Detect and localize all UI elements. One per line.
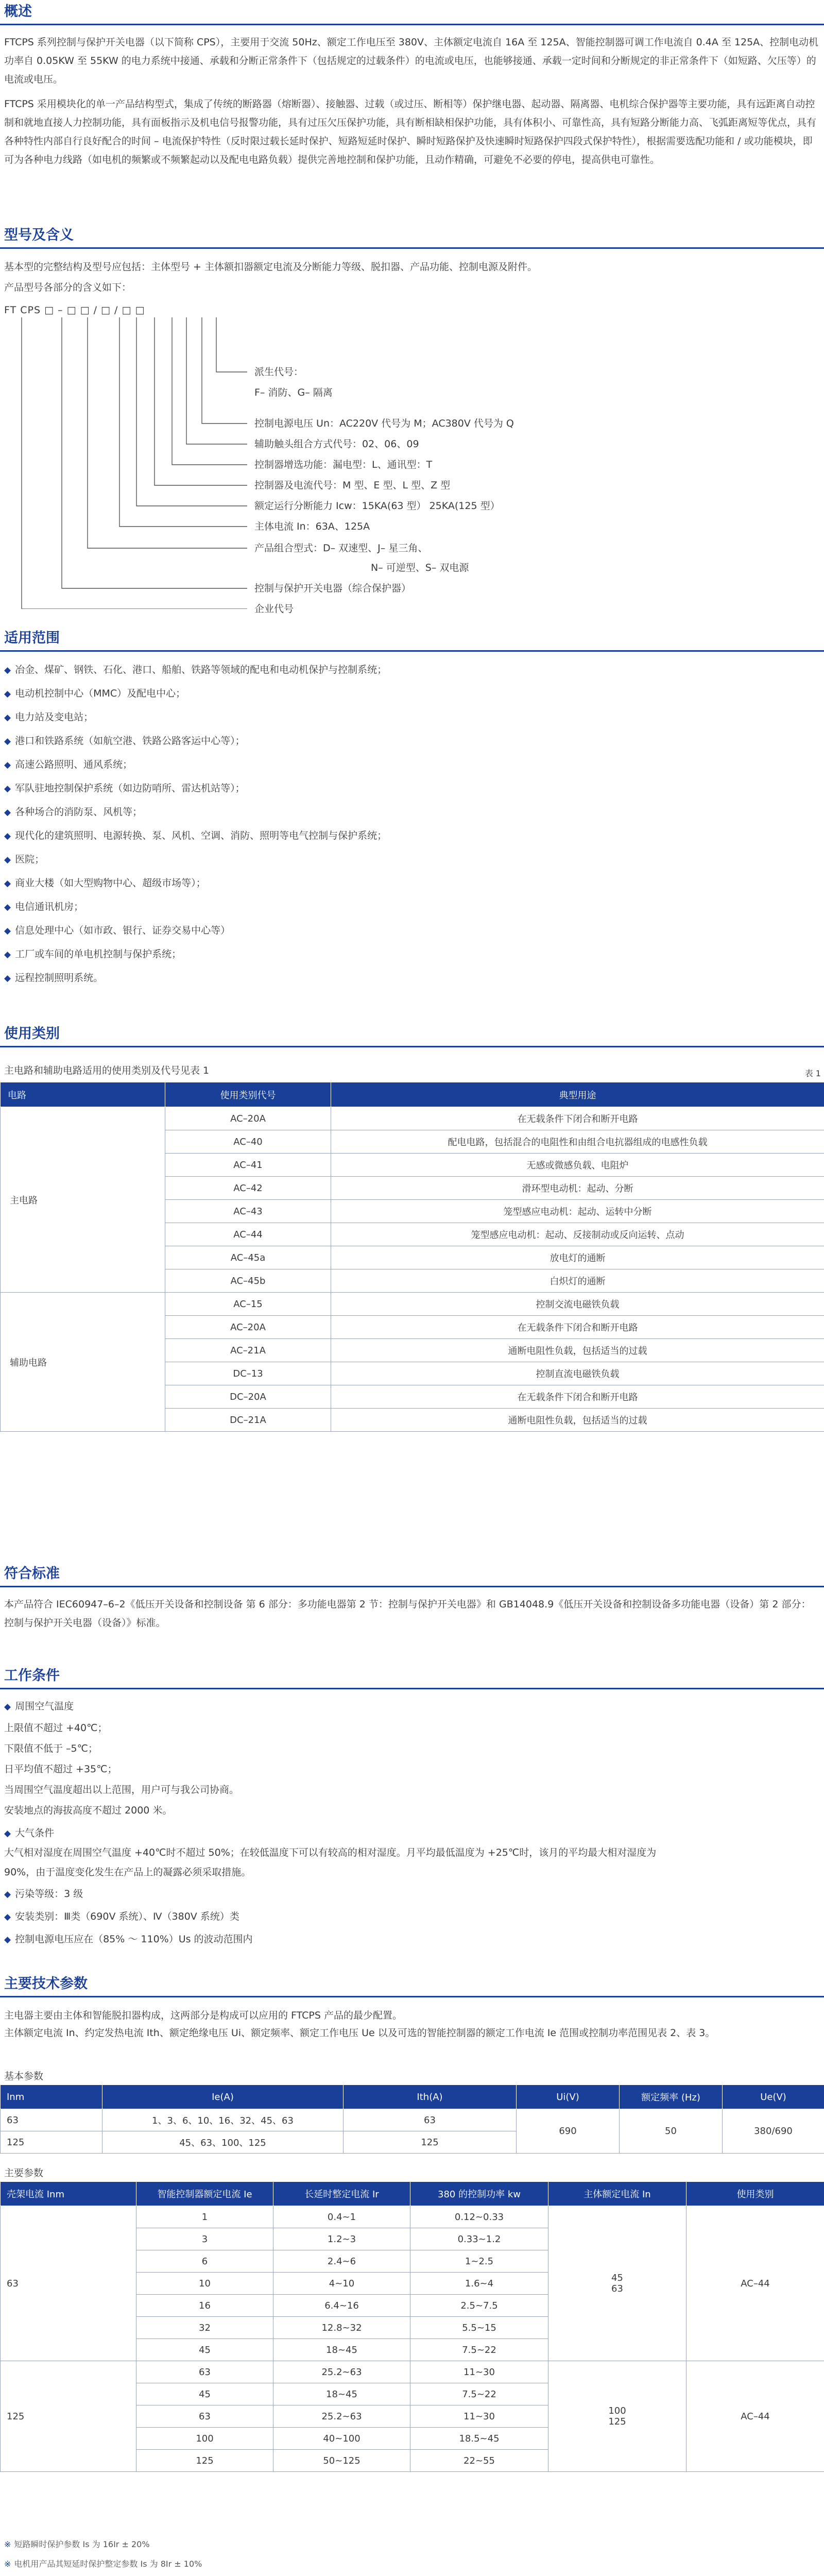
- main-in-cell: 100 125: [548, 2361, 686, 2472]
- model-code-diagram: [0, 315, 288, 609]
- usage-header-circuit: 电路: [1, 1082, 165, 1107]
- usage-code-cell: DC–13: [165, 1362, 331, 1385]
- basic-header-ue: Ue(V): [723, 2085, 824, 2109]
- standard-rule: [0, 1586, 824, 1587]
- model-title: 型号及含义: [4, 227, 74, 243]
- scope-item: ◆ 高速公路照明、通风系统；: [4, 759, 133, 770]
- model-sub: 产品型号各部分的含义如下：: [4, 282, 132, 293]
- main-kw-cell: 7.5~22: [410, 2339, 548, 2361]
- basic-inm-cell: 63: [1, 2109, 102, 2131]
- conditions-line: 日平均值不超过 +35℃；: [4, 1764, 117, 1775]
- leader-ctrl-voltage: [202, 317, 247, 423]
- scope-item: ◆ 远程控制照明系统。: [4, 972, 104, 984]
- basic-header-ui: Ui(V): [517, 2085, 620, 2109]
- usage-table: [0, 1082, 824, 1432]
- usage-code-cell: AC–20A: [165, 1107, 331, 1130]
- usage-purpose-cell: 滑环型电动机：起动、分断: [331, 1177, 824, 1200]
- main-ie-cell: 1: [136, 2206, 273, 2228]
- main-category-cell: AC–44: [686, 2361, 824, 2472]
- main-ir-cell: 0.4~1: [273, 2206, 410, 2228]
- usage-aux-circuit-label: 辅助电路: [1, 1293, 165, 1432]
- main-ie-cell: 63: [136, 2405, 273, 2428]
- usage-code-cell: AC–20A: [165, 1316, 331, 1339]
- main-ir-cell: 1.2~3: [273, 2228, 410, 2250]
- usage-code-cell: AC–15: [165, 1293, 331, 1316]
- main-ir-cell: 25.2~63: [273, 2361, 410, 2383]
- usage-code-cell: DC–20A: [165, 1385, 331, 1409]
- params-rule: [0, 1996, 824, 1997]
- main-kw-cell: 7.5~22: [410, 2383, 548, 2405]
- basic-header-inm: Inm: [1, 2085, 102, 2109]
- main-params-caption: 主要参数: [4, 2167, 44, 2179]
- usage-code-cell: AC–42: [165, 1177, 331, 1200]
- scope-item: ◆ 现代化的建筑照明、电源转换、泵、风机、空调、消防、照明等电气控制与保护系统；: [4, 830, 387, 841]
- basic-inm-cell: 125: [1, 2131, 102, 2154]
- overview-title: 概述: [4, 4, 32, 20]
- table-row: [1, 2109, 824, 2131]
- main-ir-cell: 40~100: [273, 2428, 410, 2450]
- usage-purpose-cell: 笼型感应电动机：起动、运转中分断: [331, 1200, 824, 1223]
- model-item-aux-contact: 辅助触头组合方式代号：02、06、09: [254, 438, 419, 450]
- model-item-combination: 产品组合型式：D– 双速型、J– 星三角、: [254, 543, 428, 554]
- main-ie-cell: 100: [136, 2428, 273, 2450]
- basic-ue-cell: 380/690: [723, 2109, 824, 2154]
- basic-header-freq: 额定频率 (Hz): [620, 2085, 723, 2109]
- table-row: [1, 1293, 824, 1316]
- overview-paragraph-1: FTCPS 系列控制与保护开关电器（以下简称 CPS），主要用于交流 50Hz、额定工作电压至 380V、主体额定电流自 16A 至 125A、智能控制器可调工作电流自 0.4A 至 125A、控制电动机功率自 0.05KW 至 55KW 的电力系统中接通、承载和分断正常条件下（包括规定的过载条件）的电流或电压，也能够接通、承载一定时间和分断规定的非正常条件下（如短路、欠压等）的电流或电压。: [4, 37, 819, 85]
- main-ir-cell: 18~45: [273, 2383, 410, 2405]
- scope-item: ◆ 军队驻地控制保护系统（如边防哨所、雷达机站等）；: [4, 783, 245, 794]
- conditions-air-temp: ◆ 周围空气温度: [4, 1701, 74, 1712]
- scope-item: ◆ 电信通讯机房；: [4, 901, 84, 912]
- main-inm-cell: 125: [1, 2361, 136, 2472]
- usage-main-circuit-label: 主电路: [1, 1107, 165, 1293]
- diamond-bullet-icon: ◆: [4, 807, 11, 818]
- main-ir-cell: 6.4~16: [273, 2295, 410, 2317]
- model-item-derivative: 派生代号：: [254, 366, 304, 378]
- basic-params-caption: 基本参数: [4, 2071, 44, 2082]
- main-header-kw: 380 的控制功率 kw: [410, 2182, 548, 2206]
- table-row: [1, 1107, 824, 1130]
- main-ir-cell: 50~125: [273, 2450, 410, 2472]
- overview-rule: [0, 24, 824, 25]
- conditions-ctrl-voltage: ◆ 控制电源电压应在（85% ～ 110%）Us 的波动范围内: [4, 1934, 253, 1945]
- main-ie-cell: 6: [136, 2250, 273, 2273]
- main-kw-cell: 1.6~4: [410, 2273, 548, 2295]
- diamond-bullet-icon: ◆: [4, 902, 11, 912]
- standard-title: 符合标准: [4, 1566, 60, 1582]
- main-ie-cell: 3: [136, 2228, 273, 2250]
- usage-code-cell: AC–43: [165, 1200, 331, 1223]
- leader-icw: [136, 317, 247, 506]
- scope-title: 适用范围: [4, 630, 60, 646]
- usage-code-cell: AC–21A: [165, 1339, 331, 1362]
- basic-ui-cell: 690: [517, 2109, 620, 2154]
- main-category-cell: AC–44: [686, 2206, 824, 2361]
- usage-header-code: 使用类别代号: [165, 1082, 331, 1107]
- scope-item: ◆ 商业大楼（如大型购物中心、超级市场等）；: [4, 877, 206, 889]
- model-item-ctrl-extra: 控制器增选功能：漏电型：L、通讯型：T: [254, 459, 433, 470]
- usage-purpose-cell: 控制直流电磁铁负载: [331, 1362, 824, 1385]
- diamond-bullet-icon: ◆: [4, 878, 11, 889]
- diamond-bullet-icon: ◆: [4, 950, 11, 960]
- diamond-bullet-icon: ◆: [4, 713, 11, 723]
- usage-rule: [0, 1046, 824, 1047]
- conditions-atmo-text-2: 90%，由于温度变化发生在产品上的凝露必须采取措施。: [4, 1867, 251, 1878]
- leader-current: [119, 317, 247, 527]
- diamond-bullet-icon: ◆: [4, 1912, 11, 1922]
- conditions-line: 下限值不低于 –5℃；: [4, 1743, 98, 1754]
- main-kw-cell: 11~30: [410, 2361, 548, 2383]
- leader-derivative: [216, 317, 247, 372]
- conditions-line: 安装地点的海拔高度不超过 2000 米。: [4, 1805, 173, 1816]
- basic-params-header: [1, 2085, 824, 2109]
- usage-code-cell: DC–21A: [165, 1409, 331, 1432]
- model-intro: 基本型的完整结构及型号应包括：主体型号 + 主体额扣器额定电流及分断能力等级、脱扣器、产品功能、控制电源及附件。: [4, 261, 538, 273]
- usage-header-purpose: 典型用途: [331, 1082, 824, 1107]
- scope-item: ◆ 工厂或车间的单电机控制与保护系统；: [4, 948, 182, 960]
- usage-purpose-cell: 控制交流电磁铁负载: [331, 1293, 824, 1316]
- model-item-company: 企业代号: [254, 603, 294, 615]
- model-code: FT CPS □ – □ □ / □ / □ □: [4, 304, 145, 316]
- basic-freq-cell: 50: [620, 2109, 723, 2154]
- standard-text: 本产品符合 IEC60947–6–2《低压开关设备和控制设备 第 6 部分：多功能电器第 2 节：控制与保护开关电器》和 GB14048.9《低压开关设备和控制设备多功能电器（设备）第 2 部分：控制与保护开关电器（设备）》标准。: [4, 1599, 811, 1629]
- scope-item: ◆ 各种场合的消防泵、风机等；: [4, 806, 143, 818]
- params-title: 主要技术参数: [4, 1976, 88, 1992]
- main-header-in: 主体额定电流 In: [548, 2182, 686, 2206]
- params-paragraph-1: 主电器主要由主体和智能脱扣器构成，这两部分是构成可以应用的 FTCPS 产品的最少配置。: [4, 2010, 402, 2021]
- usage-purpose-cell: 笼型感应电动机：起动、反接制动或反向运转、点动: [331, 1223, 824, 1246]
- main-ir-cell: 18~45: [273, 2339, 410, 2361]
- main-ir-cell: 2.4~6: [273, 2250, 410, 2273]
- scope-rule: [0, 650, 824, 652]
- table-row: [1, 2206, 824, 2228]
- usage-purpose-cell: 配电电路，包括混合的电阻性和由组合电抗器组成的电感性负载: [331, 1130, 824, 1154]
- main-ir-cell: 25.2~63: [273, 2405, 410, 2428]
- model-item-current: 主体电流 In：63A、125A: [254, 521, 370, 532]
- usage-code-cell: AC–41: [165, 1154, 331, 1177]
- main-ir-cell: 4~10: [273, 2273, 410, 2295]
- main-ie-cell: 10: [136, 2273, 273, 2295]
- basic-ith-cell: 125: [344, 2131, 517, 2154]
- diamond-bullet-icon: ◆: [4, 926, 11, 936]
- usage-caption: 主电路和辅助电路适用的使用类别及代号见表 1: [4, 1065, 210, 1076]
- leader-aux-contact: [186, 317, 247, 444]
- model-item-ctrl-voltage: 控制电源电压 Un：AC220V 代号为 M；AC380V 代号为 Q: [254, 418, 514, 429]
- usage-purpose-cell: 通断电阻性负载，包括适当的过载: [331, 1409, 824, 1432]
- main-params-header: [1, 2182, 824, 2206]
- diamond-bullet-icon: ◆: [4, 689, 11, 699]
- diamond-bullet-icon: ◆: [4, 1889, 11, 1900]
- leader-company: [22, 317, 247, 609]
- main-params-table: [0, 2181, 824, 2472]
- main-ir-cell: 12.8~32: [273, 2317, 410, 2339]
- usage-purpose-cell: 放电灯的通断: [331, 1246, 824, 1269]
- main-header-category: 使用类别: [686, 2182, 824, 2206]
- main-header-ie: 智能控制器额定电流 Ie: [136, 2182, 273, 2206]
- conditions-line: 当周围空气温度超出以上范围，用户可与我公司协商。: [4, 1784, 239, 1795]
- scope-item: ◆ 冶金、煤矿、钢铁、石化、港口、船舶、铁路等领域的配电和电动机保护与控制系统；: [4, 664, 387, 675]
- main-kw-cell: 0.12~0.33: [410, 2206, 548, 2228]
- conditions-rule: [0, 1688, 824, 1689]
- main-in-cell: 45 63: [548, 2206, 686, 2361]
- scope-item: ◆ 电力站及变电站；: [4, 711, 94, 723]
- diamond-bullet-icon: ◆: [4, 1702, 11, 1712]
- note-star-icon: ※: [4, 2539, 11, 2549]
- diamond-bullet-icon: ◆: [4, 855, 11, 865]
- conditions-line: 上限值不超过 +40℃；: [4, 1722, 108, 1734]
- params-note: ※ 短路瞬时保护参数 Is 为 16Ir ± 20%: [4, 2539, 150, 2549]
- conditions-install: ◆ 安装类别：Ⅲ类（690V 系统）、Ⅳ（380V 系统）类: [4, 1911, 239, 1922]
- main-ie-cell: 125: [136, 2450, 273, 2472]
- main-kw-cell: 2.5~7.5: [410, 2295, 548, 2317]
- main-kw-cell: 11~30: [410, 2405, 548, 2428]
- scope-item: ◆ 港口和铁路系统（如航空港、铁路公路客运中心等）；: [4, 735, 245, 747]
- model-item-combination-2: N– 可逆型、S– 双电源: [371, 562, 469, 573]
- main-kw-cell: 18.5~45: [410, 2428, 548, 2450]
- usage-title: 使用类别: [4, 1026, 60, 1042]
- model-item-icw: 额定运行分断能力 Icw：15KA(63 型） 25KA(125 型）: [254, 500, 500, 512]
- basic-header-ie: Ie(A): [102, 2085, 344, 2109]
- diamond-bullet-icon: ◆: [4, 1828, 11, 1839]
- usage-table-number: 表 1: [804, 1069, 821, 1078]
- model-item-cps: 控制与保护开关电器（综合保护器）: [254, 583, 411, 594]
- model-rule: [0, 247, 824, 249]
- table-row: [1, 2361, 824, 2383]
- main-kw-cell: 5.5~15: [410, 2317, 548, 2339]
- params-paragraph-2: 主体额定电流 In、约定发热电流 Ith、额定绝缘电压 Ui、额定频率、额定工作电压 Ue 以及可选的智能控制器的额定工作电流 Ie 范围或控制功率范围见表 2、表 3。: [4, 2027, 715, 2039]
- usage-purpose-cell: 无感或微感负载、电阻炉: [331, 1154, 824, 1177]
- main-kw-cell: 22~55: [410, 2450, 548, 2472]
- usage-purpose-cell: 在无载条件下闭合和断开电路: [331, 1385, 824, 1409]
- note-star-icon: ※: [4, 2559, 11, 2569]
- basic-ie-cell: 45、63、100、125: [102, 2131, 344, 2154]
- scope-item: ◆ 电动机控制中心（MMC）及配电中心；: [4, 688, 186, 699]
- diamond-bullet-icon: ◆: [4, 1935, 11, 1945]
- overview-paragraph-2: FTCPS 采用模块化的单一产品结构型式，集成了传统的断路器（熔断器）、接触器、过载（或过压、断相等）保护继电器、起动器、隔离器、电机综合保护器等主要功能，具有远距离自动控制和就地直接人力控制功能，具有面板指示及机电信号报警功能，具有过压欠压保护功能，具有断相缺相保护功能，具有体积小、可靠性高，具有短路分断能力高、飞弧距离短等优点，具有各种特性内部自行良好配合的时间 – 电流保护特性（反时限过载长延时保护、短路短延时保护、瞬时短路保护及快速瞬时短路保护四段式保护特性），根据需要选配功能和 / 或功能模块，即可为各种电力线路（如电机的频繁或不频繁起动以及配电电路负载）提供完善地控制和保护功能，且动作精确，可避免不必要的停电，提高供电可靠性。: [4, 98, 817, 165]
- diamond-bullet-icon: ◆: [4, 665, 11, 675]
- leader-ctrl-extra: [172, 317, 247, 465]
- main-ie-cell: 32: [136, 2317, 273, 2339]
- scope-item: ◆ 信息处理中心（如市政、银行、证券交易中心等）: [4, 925, 231, 936]
- diamond-bullet-icon: ◆: [4, 760, 11, 770]
- conditions-atmo: ◆ 大气条件: [4, 1827, 55, 1839]
- scope-item: ◆ 医院；: [4, 854, 45, 865]
- conditions-title: 工作条件: [4, 1668, 60, 1684]
- usage-code-cell: AC–44: [165, 1223, 331, 1246]
- basic-params-table: [0, 2084, 824, 2154]
- usage-code-cell: AC–45b: [165, 1269, 331, 1293]
- diamond-bullet-icon: ◆: [4, 831, 11, 841]
- diamond-bullet-icon: ◆: [4, 973, 11, 984]
- main-ie-cell: 16: [136, 2295, 273, 2317]
- usage-purpose-cell: 白炽灯的通断: [331, 1269, 824, 1293]
- usage-purpose-cell: 通断电阻性负载，包括适当的过载: [331, 1339, 824, 1362]
- main-header-ir: 长延时整定电流 Ir: [273, 2182, 410, 2206]
- usage-purpose-cell: 在无载条件下闭合和断开电路: [331, 1107, 824, 1130]
- leader-combination: [88, 317, 247, 548]
- diamond-bullet-icon: ◆: [4, 736, 11, 747]
- diamond-bullet-icon: ◆: [4, 784, 11, 794]
- model-item-derivative-values: F– 消防、G– 隔离: [254, 387, 333, 398]
- main-kw-cell: 0.33~1.2: [410, 2228, 548, 2250]
- basic-header-ith: Ith(A): [344, 2085, 517, 2109]
- basic-ith-cell: 63: [344, 2109, 517, 2131]
- conditions-atmo-text-1: 大气相对湿度在周围空气温度 +40℃时不超过 50%；在较低温度下可以有较高的相对湿度。月平均最低温度为 +25℃时，该月的平均最大相对湿度为: [4, 1847, 657, 1858]
- main-kw-cell: 1~2.5: [410, 2250, 548, 2273]
- usage-code-cell: AC–45a: [165, 1246, 331, 1269]
- params-note: ※ 电机用产品其短延时保护整定参数 Is 为 8Ir ± 10%: [4, 2559, 202, 2569]
- usage-purpose-cell: 在无载条件下闭合和断开电路: [331, 1316, 824, 1339]
- main-header-inm: 壳架电流 Inm: [1, 2182, 136, 2206]
- usage-code-cell: AC–40: [165, 1130, 331, 1154]
- main-ie-cell: 63: [136, 2361, 273, 2383]
- leader-controller: [154, 317, 247, 485]
- basic-ie-cell: 1、3、6、10、16、32、45、63: [102, 2109, 344, 2131]
- main-ie-cell: 45: [136, 2383, 273, 2405]
- main-inm-cell: 63: [1, 2206, 136, 2361]
- conditions-pollution: ◆ 污染等级：3 级: [4, 1888, 83, 1900]
- model-item-controller: 控制器及电流代号：M 型、E 型、L 型、Z 型: [254, 480, 451, 491]
- usage-table-header: [1, 1082, 824, 1107]
- main-ie-cell: 45: [136, 2339, 273, 2361]
